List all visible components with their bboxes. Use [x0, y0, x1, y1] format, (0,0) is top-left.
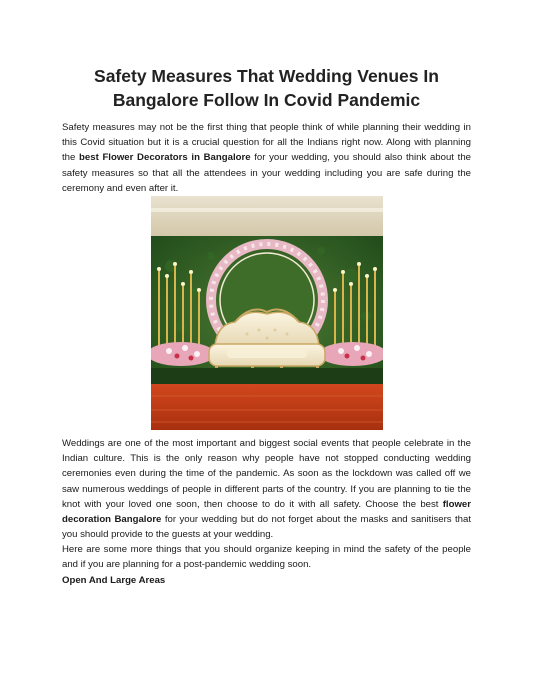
intro-text-2: for your wedding, you should also think about the safety measures so that all the attendees in your wedding including you are safe during the ceremony and even after it.	[62, 152, 471, 194]
body-text-2: for your wedding but do not forget about the masks and sanitisers that you should provide to the guests at your wedding.	[62, 514, 472, 541]
page-title	[40, 64, 493, 112]
intro-bold-link: best Flower Decorators in Bangalore	[79, 152, 251, 164]
wedding-stage-illustration	[151, 196, 383, 430]
title-line-1: Safety Measures That Wedding Venues In	[94, 66, 439, 86]
wedding-stage-photo	[151, 196, 383, 430]
body-bold-link: flower decoration Bangalore	[62, 498, 471, 526]
intro-paragraph	[62, 120, 471, 196]
title-line-2: Bangalore Follow In Covid Pandemic	[112, 90, 421, 110]
body-text-1: Weddings are one of the most important and biggest social events that people celebrate in the Indian culture. This is the only reason why people have not stopped conducting wedding ceremonies even during the time of the pandemic. As soon as the lockdown was called off we saw numerous weddings of people in different parts of the country. If you are planning to tie the knot with your loved one soon, then choose to do it with all safety. Choose the best	[62, 438, 471, 510]
body-paragraph-2: Here are some more things that you should organize keeping in mind the safety of the people and if you are planning for a post-pandemic wedding soon.	[62, 544, 471, 571]
section-heading: Open And Large Areas	[62, 575, 166, 586]
body-paragraph-1	[62, 436, 471, 542]
intro-text-1: Safety measures may not be the first thing that people think of while planning their wedding in this Covid situation but it is a crucial question for all the Indians right now. Along with planning the	[62, 122, 471, 164]
